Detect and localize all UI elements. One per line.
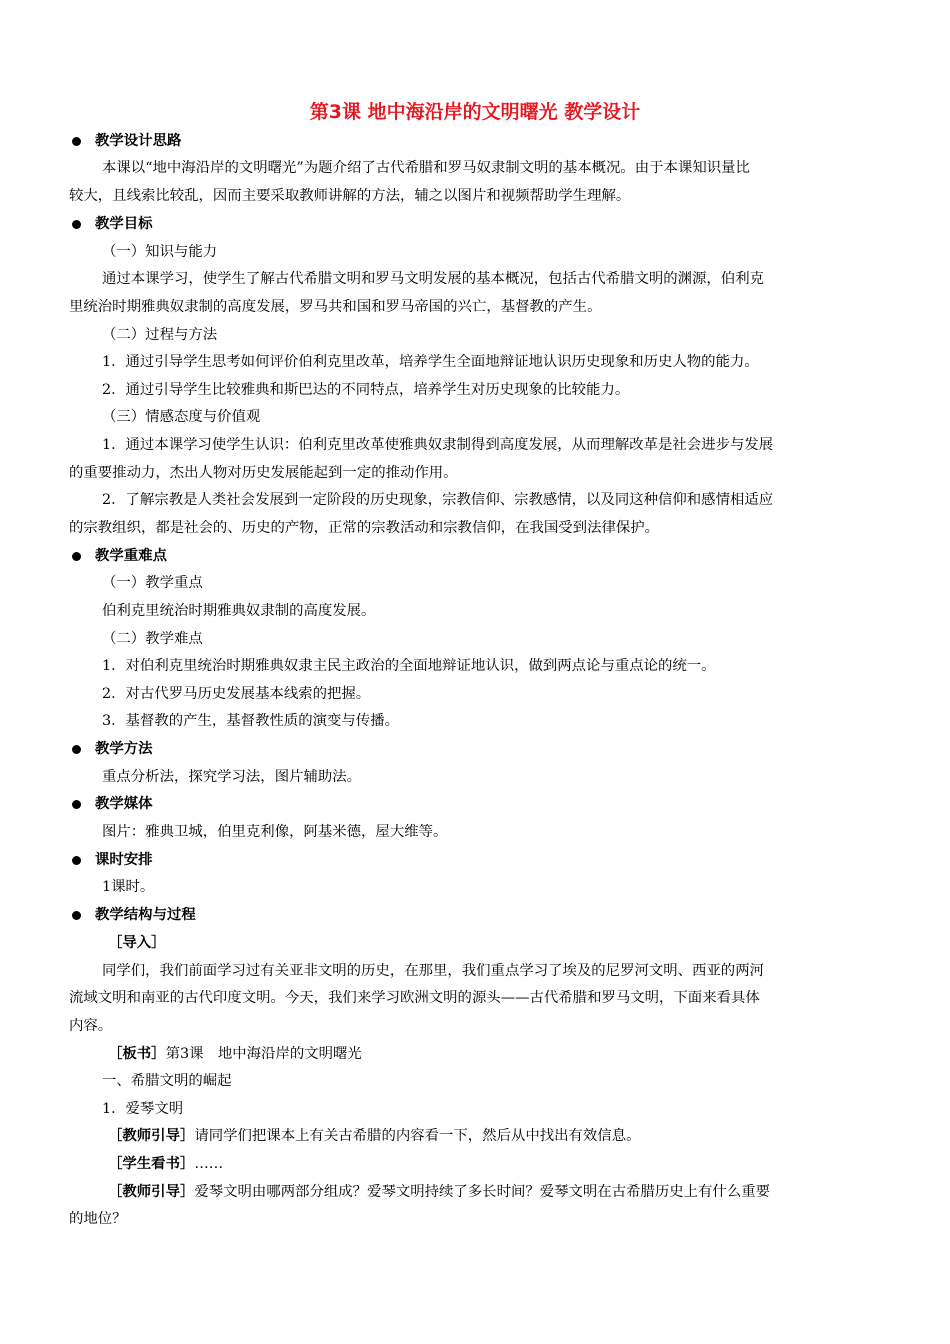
- teacher-guide-line: [108, 1126, 640, 1146]
- section-heading: 教学媒体: [95, 796, 153, 812]
- document-title: 第3课 地中海沿岸的文明曙光 教学设计: [309, 101, 641, 123]
- student-read-tag: ［学生看书］: [108, 1156, 195, 1172]
- section-heading: 教学设计思路: [95, 133, 182, 149]
- section-heading: 教学重难点: [95, 548, 167, 564]
- intro-tag: ［导入］: [108, 935, 166, 951]
- list-item: 2．了解宗教是人类社会发展到一定阶段的历史现象，宗教信仰、宗教感情，以及同这种信仰和感情相适应: [102, 492, 774, 508]
- bullet-icon: [72, 552, 81, 561]
- bullet-icon: [72, 137, 81, 146]
- outline-subheading: 1．爱琴文明: [102, 1101, 184, 1117]
- board-line: [108, 1044, 362, 1064]
- paragraph-line: 较大，且线索比较乱，因而主要采取教师讲解的方法，辅之以图片和视频帮助学生理解。: [69, 188, 631, 204]
- paragraph-line: 的地位？: [69, 1211, 127, 1227]
- subheading: （二）过程与方法: [102, 327, 218, 343]
- student-read-text: ……: [194, 1156, 224, 1172]
- board-tag: ［板书］: [108, 1046, 166, 1062]
- section-heading: 教学方法: [95, 741, 153, 757]
- paragraph-line: 本课以“地中海沿岸的文明曙光”为题介绍了古代希腊和罗马奴隶制文明的基本概况。由于本课知识量比: [102, 160, 750, 176]
- bullet-icon: [72, 856, 81, 865]
- teacher-guide-text: 请同学们把课本上有关古希腊的内容看一下，然后从中找出有效信息。: [194, 1128, 641, 1144]
- subheading: （一）教学重点: [102, 575, 203, 591]
- paragraph-line: 的重要推动力，杰出人物对历史发展能起到一定的推动作用。: [69, 465, 458, 481]
- list-item: 1．通过引导学生思考如何评价伯利克里改革，培养学生全面地辩证地认识历史现象和历史人物的能力。: [102, 354, 759, 370]
- paragraph-line: 通过本课学习，使学生了解古代希腊文明和罗马文明发展的基本概况，包括古代希腊文明的渊源，伯利克: [102, 271, 764, 287]
- list-item: 1．通过本课学习使学生认识：伯利克里改革使雅典奴隶制得到高度发展，从而理解改革是社会进步与发展: [102, 437, 774, 453]
- paragraph-line: 内容。: [69, 1018, 113, 1034]
- student-read-line: [108, 1154, 223, 1174]
- subheading: （三）情感态度与价值观: [102, 409, 261, 425]
- paragraph-line: 里统治时期雅典奴隶制的高度发展，罗马共和国和罗马帝国的兴亡，基督教的产生。: [69, 299, 602, 315]
- teacher-guide-tag: ［教师引导］: [108, 1184, 195, 1200]
- subheading: （一）知识与能力: [102, 244, 218, 260]
- paragraph-line: 流域文明和南亚的古代印度文明。今天，我们来学习欧洲文明的源头——古代希腊和罗马文明，下面来看具体: [69, 990, 760, 1006]
- teacher-guide-text: 爱琴文明由哪两部分组成？爱琴文明持续了多长时间？爱琴文明在古希腊历史上有什么重要: [194, 1184, 770, 1200]
- teacher-guide-line: [108, 1182, 770, 1202]
- paragraph-line: 伯利克里统治时期雅典奴隶制的高度发展。: [102, 603, 376, 619]
- list-item: 2．对古代罗马历史发展基本线索的把握。: [102, 686, 371, 702]
- bullet-icon: [72, 745, 81, 754]
- paragraph-line: 图片：雅典卫城，伯里克利像，阿基米德，屋大维等。: [102, 824, 448, 840]
- section-heading: 教学结构与过程: [95, 907, 196, 923]
- section-heading: 课时安排: [95, 852, 153, 868]
- bullet-icon: [72, 911, 81, 920]
- list-item: 2．通过引导学生比较雅典和斯巴达的不同特点，培养学生对历史现象的比较能力。: [102, 382, 630, 398]
- list-item: 3．基督教的产生，基督教性质的演变与传播。: [102, 713, 399, 729]
- bullet-icon: [72, 220, 81, 229]
- paragraph-line: 重点分析法，探究学习法，图片辅助法。: [102, 769, 362, 785]
- list-item: 1．对伯利克里统治时期雅典奴隶主民主政治的全面地辩证地认识，做到两点论与重点论的统一。: [102, 658, 716, 674]
- paragraph-line: 1课时。: [102, 879, 155, 895]
- paragraph-line: 的宗教组织，都是社会的、历史的产物，正常的宗教活动和宗教信仰，在我国受到法律保护。: [69, 520, 660, 536]
- board-text: 第3课 地中海沿岸的文明曙光: [165, 1046, 362, 1062]
- bullet-icon: [72, 800, 81, 809]
- paragraph-line: 同学们，我们前面学习过有关亚非文明的历史，在那里，我们重点学习了埃及的尼罗河文明、西亚的两河: [102, 963, 764, 979]
- outline-heading: 一、希腊文明的崛起: [102, 1073, 232, 1089]
- teacher-guide-tag: ［教师引导］: [108, 1128, 195, 1144]
- section-heading: 教学目标: [95, 216, 153, 232]
- subheading: （二）教学难点: [102, 631, 203, 647]
